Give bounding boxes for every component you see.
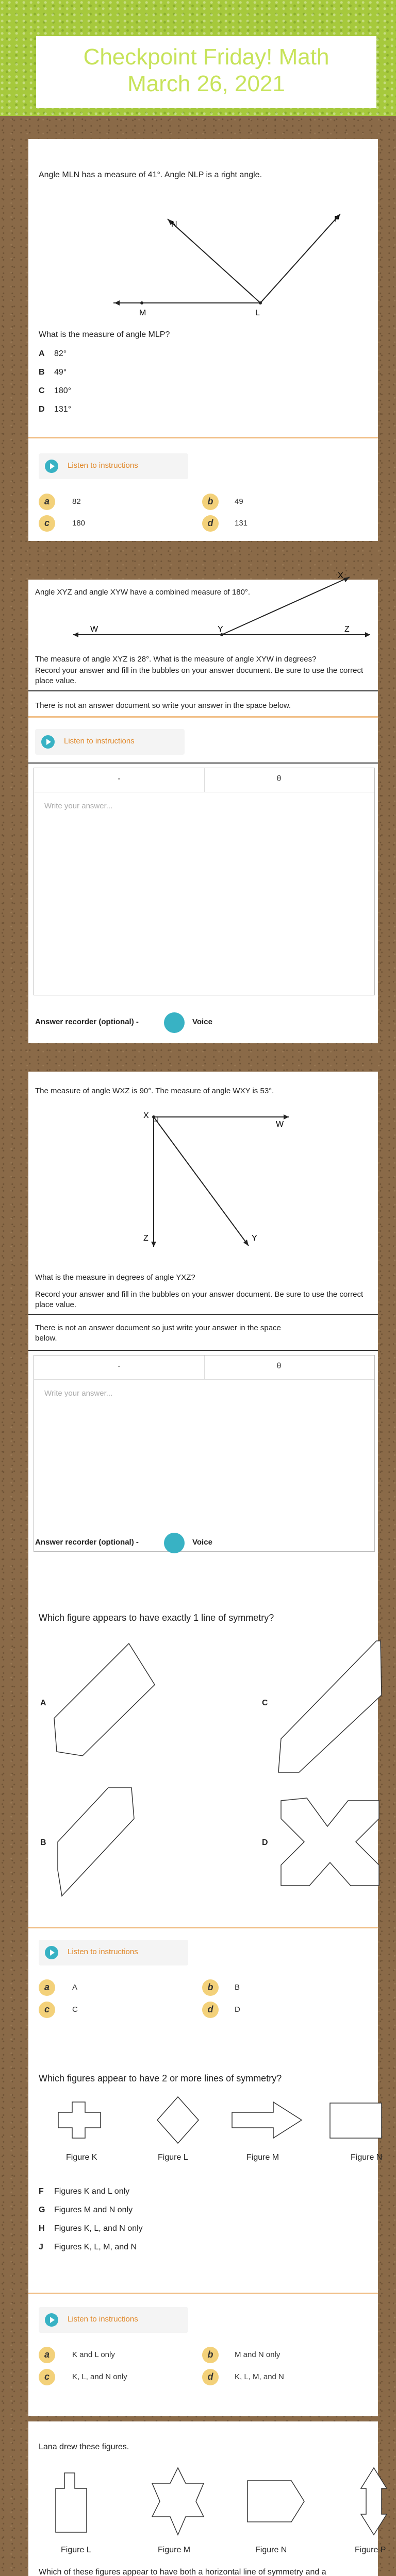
- q2-point-w: W: [90, 625, 98, 634]
- q4-answer-d-bubble[interactable]: d: [202, 2002, 219, 2018]
- q5-prompt: Which figures appear to have 2 or more lines of symmetry?: [39, 2073, 282, 2083]
- q1-answer-c-bubble[interactable]: c: [39, 515, 55, 532]
- q1-option-c-letter: C: [39, 386, 45, 395]
- q4-answer-c-bubble[interactable]: c: [39, 2002, 55, 2018]
- q5-option-h-text: Figures K, L, and N only: [54, 2224, 143, 2233]
- q2-note: There is not an answer document so write your answer in the space below.: [35, 701, 291, 710]
- q5-figure-label-n: Figure N: [351, 2153, 383, 2162]
- page-subtitle-date: March 26, 2021: [127, 71, 285, 96]
- q2-col-theta: θ: [276, 774, 282, 783]
- q3-answer-placeholder: Write your answer...: [44, 1389, 113, 1398]
- q2-point-y: Y: [218, 625, 223, 634]
- q1-option-a-text: 82°: [54, 349, 67, 358]
- q3-prompt: The measure of angle WXZ is 90°. The measure of angle WXY is 53°.: [35, 1087, 274, 1095]
- q5-answer-a-text: K and L only: [72, 2350, 115, 2359]
- q5-option-g-letter: G: [39, 2206, 45, 2214]
- q5-answer-a-bubble[interactable]: a: [39, 2347, 55, 2363]
- q5-option-h-letter: H: [39, 2224, 45, 2233]
- q3-instruction: Record your answer and fill in the bubbles on your answer document. Be sure to use the correct place value.: [35, 1290, 364, 1309]
- listen-label: Listen to instructions: [68, 461, 138, 470]
- q1-answer-c-text: 180: [72, 519, 86, 528]
- q6-figure-label-p: Figure P: [355, 2546, 386, 2554]
- q5-answer-b-bubble[interactable]: b: [202, 2347, 219, 2363]
- q1-answer-d-text: 131: [235, 519, 248, 528]
- q1-option-b-letter: B: [39, 368, 45, 377]
- q4-answer-b-bubble[interactable]: b: [202, 1979, 219, 1996]
- q1-answer-b-text: 49: [235, 497, 243, 506]
- q4-prompt: Which figure appears to have exactly 1 line of symmetry?: [39, 1613, 274, 1623]
- q3-voice-label: Voice: [192, 1538, 212, 1547]
- q2-recorder-label: Answer recorder (optional) -: [35, 1018, 139, 1026]
- q1-point-m: M: [139, 309, 146, 317]
- q1-point-l: L: [255, 309, 260, 317]
- q5-answer-d-text: K, L, M, and N: [235, 2372, 284, 2381]
- q3-col-theta: θ: [276, 1362, 282, 1370]
- q5-answer-c-bubble[interactable]: c: [39, 2369, 55, 2385]
- q2-col-minus: -: [118, 774, 121, 783]
- listen-label: Listen to instructions: [64, 737, 135, 745]
- q2-voice-label: Voice: [192, 1018, 212, 1026]
- q2-question: The measure of angle XYZ is 28°. What is the measure of angle XYW in degrees?: [35, 655, 317, 664]
- q4-answer-d-text: D: [235, 2005, 240, 2014]
- q5-answer-d-bubble[interactable]: d: [202, 2369, 219, 2385]
- q5-figure-label-m: Figure M: [246, 2153, 279, 2162]
- q5-option-j-text: Figures K, L, M, and N: [54, 2243, 137, 2251]
- q2-instruction: Record your answer and fill in the bubbles on your answer document. Be sure to use the correct place value.: [35, 666, 364, 685]
- q6-figure-l: [56, 2473, 87, 2532]
- q5-option-g-text: Figures M and N only: [54, 2206, 133, 2214]
- q4-answer-c-text: C: [72, 2005, 78, 2014]
- q3-note-line1: There is not an answer document so just write your answer in the space: [35, 1324, 281, 1332]
- q1-answer-b-bubble[interactable]: b: [202, 494, 219, 510]
- page-title: Checkpoint Friday! Math: [83, 44, 329, 70]
- q6-figure-label-n: Figure N: [255, 2546, 287, 2554]
- q4-figure-label-a: A: [40, 1699, 46, 1707]
- q5-answer-b-text: M and N only: [235, 2350, 280, 2359]
- q5-option-f-text: Figures K and L only: [54, 2187, 130, 2196]
- q3-note-line2: below.: [35, 1334, 57, 1343]
- q1-point-p: P: [334, 215, 340, 224]
- q5-answer-c-text: K, L, and N only: [72, 2372, 127, 2381]
- q2-prompt: Angle XYZ and angle XYW have a combined measure of 180°.: [35, 588, 251, 597]
- q1-option-a-letter: A: [39, 349, 45, 358]
- q5-option-j-letter: J: [39, 2243, 43, 2251]
- q6-figure-label-m: Figure M: [158, 2546, 191, 2554]
- q5-figure-label-l: Figure L: [158, 2153, 188, 2162]
- q1-option-d-letter: D: [39, 405, 45, 414]
- q2-answer-placeholder: Write your answer...: [44, 802, 113, 810]
- q6-prompt: Lana drew these figures.: [39, 2443, 129, 2451]
- q6-figure-m: [152, 2468, 204, 2535]
- q1-option-c-text: 180°: [54, 386, 72, 395]
- q3-point-w: W: [276, 1120, 284, 1129]
- q6-figure-n: [248, 2481, 304, 2522]
- q2-point-z: Z: [344, 625, 350, 634]
- q1-option-d-text: 131°: [54, 405, 72, 414]
- q4-figure-label-c: C: [262, 1699, 268, 1707]
- q4-figure-label-b: B: [40, 1838, 46, 1847]
- q1-answer-d-bubble[interactable]: d: [202, 515, 219, 532]
- q4-answer-b-text: B: [235, 1983, 240, 1992]
- q1-question: What is the measure of angle MLP?: [39, 330, 170, 339]
- q3-point-x: X: [143, 1111, 149, 1120]
- q1-answer-a-text: 82: [72, 497, 81, 506]
- q2-point-x: X: [338, 571, 343, 580]
- q3-question: What is the measure in degrees of angle YXZ?: [35, 1273, 195, 1282]
- q1-answer-a-bubble[interactable]: a: [39, 494, 55, 510]
- q3-recorder-label: Answer recorder (optional) -: [35, 1538, 139, 1547]
- q4-answer-a-text: A: [72, 1983, 78, 1992]
- q4-figure-label-d: D: [262, 1838, 268, 1847]
- q5-figure-label-k: Figure K: [66, 2153, 97, 2162]
- listen-label: Listen to instructions: [68, 2315, 138, 2324]
- q6-question-line1: Which of these figures appear to have both a horizontal line of symmetry and a: [39, 2568, 326, 2576]
- q6-figure-p: [361, 2468, 387, 2535]
- q1-point-n: N: [171, 220, 177, 229]
- q6-figure-label-l: Figure L: [61, 2546, 91, 2554]
- q4-answer-a-bubble[interactable]: a: [39, 1979, 55, 1996]
- q3-col-minus: -: [118, 1362, 121, 1370]
- q3-point-y: Y: [252, 1234, 257, 1243]
- q5-option-f-letter: F: [39, 2187, 44, 2196]
- q3-point-z: Z: [143, 1234, 148, 1243]
- q1-prompt: Angle MLN has a measure of 41°. Angle NLP is a right angle.: [39, 171, 262, 179]
- q1-option-b-text: 49°: [54, 368, 67, 377]
- listen-label: Listen to instructions: [68, 1947, 138, 1956]
